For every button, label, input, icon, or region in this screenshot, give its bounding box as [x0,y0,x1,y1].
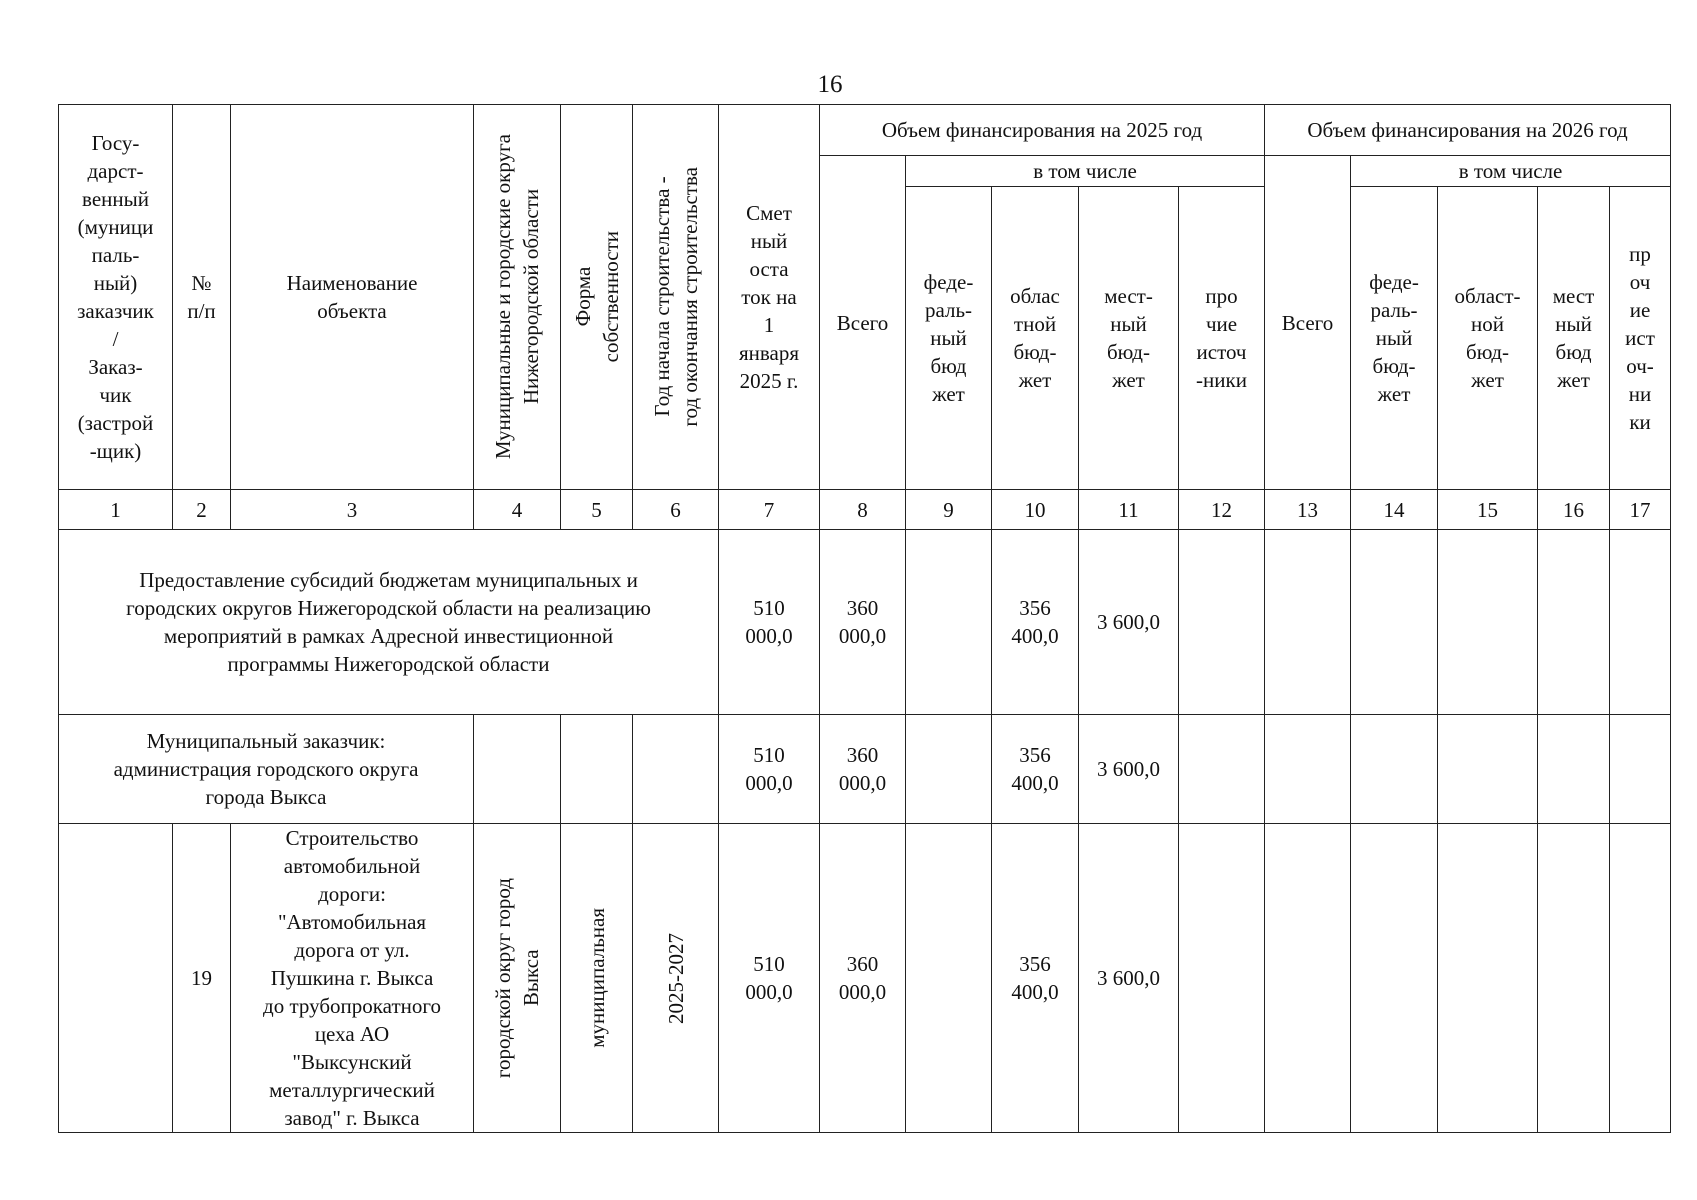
column-number: 8 [820,490,906,530]
page-number: 16 [817,71,843,98]
header-federal-2026: феде- раль- ный бюд- жет [1351,187,1438,490]
column-number: 12 [1179,490,1265,530]
object-ownership: муниципальная [584,908,609,1048]
customer-estimate: 510 000,0 [719,715,820,824]
customer-regional-2025: 356 400,0 [992,715,1079,824]
column-number: 14 [1351,490,1438,530]
object-name: Строительство автомобильной дороги: "Автомобильная дорога от ул. Пушкина г. Выкса до трубопрокатного цеха АО "Выксунский металлургический завод" г. Выкса [231,824,474,1133]
header-districts: Муниципальные и городские округа Нижегородской области [491,134,543,460]
object-years: 2025-2027 [663,932,688,1024]
subsidies-total-2026 [1265,530,1351,715]
customer-local-2026 [1538,715,1610,824]
column-number: 3 [231,490,474,530]
table-row-customer [59,715,1671,824]
investment-program-table [58,104,1671,1133]
table-row-subsidies [59,530,1671,715]
column-number: 10 [992,490,1079,530]
column-number: 15 [1438,490,1538,530]
header-regional-2025: облас тной бюд- жет [992,187,1079,490]
column-number: 2 [173,490,231,530]
column-number: 1 [59,490,173,530]
object-federal-2025 [906,824,992,1133]
column-number: 17 [1610,490,1671,530]
subsidies-other-2025 [1179,530,1265,715]
header-including-2025: в том числе [906,156,1265,187]
subsidies-label: Предоставление субсидий бюджетам муниципальных и городских округов Нижегородской области на реализацию мероприятий в рамках Адресной инвестиционной программы Нижегородской области [59,530,719,715]
column-number: 5 [561,490,633,530]
customer-total-2026 [1265,715,1351,824]
header-local-2025: мест- ный бюд- жет [1079,187,1179,490]
subsidies-other-2026 [1610,530,1671,715]
object-regional-2025: 356 400,0 [992,824,1079,1133]
object-other-2025 [1179,824,1265,1133]
customer-regional-2026 [1438,715,1538,824]
column-number: 11 [1079,490,1179,530]
customer-local-2025: 3 600,0 [1079,715,1179,824]
customer-district [474,715,561,824]
subsidies-regional-2025: 356 400,0 [992,530,1079,715]
header-other-2026: пр оч ие ист оч- ни ки [1610,187,1671,490]
subsidies-local-2025: 3 600,0 [1079,530,1179,715]
header-other-2025: про чие источ -ники [1179,187,1265,490]
table-row-object [59,824,1671,1133]
object-ownership-cell [561,824,633,1133]
column-number: 4 [474,490,561,530]
object-district-cell [474,824,561,1133]
object-customer [59,824,173,1133]
object-total-2025: 360 000,0 [820,824,906,1133]
header-funding-2026: Объем финансирования на 2026 год [1265,105,1671,156]
header-row-top [59,105,1671,156]
customer-ownership [561,715,633,824]
header-funding-2025: Объем финансирования на 2025 год [820,105,1265,156]
column-number: 7 [719,490,820,530]
header-ownership: Форма собственности [570,231,623,363]
subsidies-federal-2025 [906,530,992,715]
customer-label: Муниципальный заказчик: администрация городского округа города Выкса [59,715,474,824]
header-total-2026: Всего [1265,156,1351,490]
header-years-cell [633,105,719,490]
customer-other-2025 [1179,715,1265,824]
header-years: Год начала строительства - год окончания строительства [649,167,702,427]
header-ownership-cell [561,105,633,490]
customer-other-2026 [1610,715,1671,824]
header-federal-2025: феде- раль- ный бюд жет [906,187,992,490]
object-years-cell [633,824,719,1133]
header-including-2026: в том числе [1351,156,1671,187]
column-numbers-row [59,490,1671,530]
column-number: 6 [633,490,719,530]
customer-years [633,715,719,824]
object-local-2026 [1538,824,1610,1133]
column-number: 9 [906,490,992,530]
header-total-2025: Всего [820,156,906,490]
column-number: 13 [1265,490,1351,530]
header-object-name: Наименование объекта [231,105,474,490]
subsidies-local-2026 [1538,530,1610,715]
header-number: № п/п [173,105,231,490]
subsidies-total-2025: 360 000,0 [820,530,906,715]
customer-total-2025: 360 000,0 [820,715,906,824]
column-number: 16 [1538,490,1610,530]
subsidies-regional-2026 [1438,530,1538,715]
subsidies-federal-2026 [1351,530,1438,715]
header-customer: Госу- дарст- венный (муници паль- ный) заказчик / Заказ- чик (застрой -щик) [59,105,173,490]
header-regional-2026: област- ной бюд- жет [1438,187,1538,490]
header-districts-cell [474,105,561,490]
object-district: городской округ город Выкса [491,877,543,1079]
object-local-2025: 3 600,0 [1079,824,1179,1133]
customer-federal-2025 [906,715,992,824]
object-regional-2026 [1438,824,1538,1133]
subsidies-estimate: 510 000,0 [719,530,820,715]
object-number: 19 [173,824,231,1133]
customer-federal-2026 [1351,715,1438,824]
object-estimate: 510 000,0 [719,824,820,1133]
object-total-2026 [1265,824,1351,1133]
header-estimate-balance: Смет ный оста ток на 1 января 2025 г. [719,105,820,490]
object-other-2026 [1610,824,1671,1133]
header-local-2026: мест ный бюд жет [1538,187,1610,490]
object-federal-2026 [1351,824,1438,1133]
